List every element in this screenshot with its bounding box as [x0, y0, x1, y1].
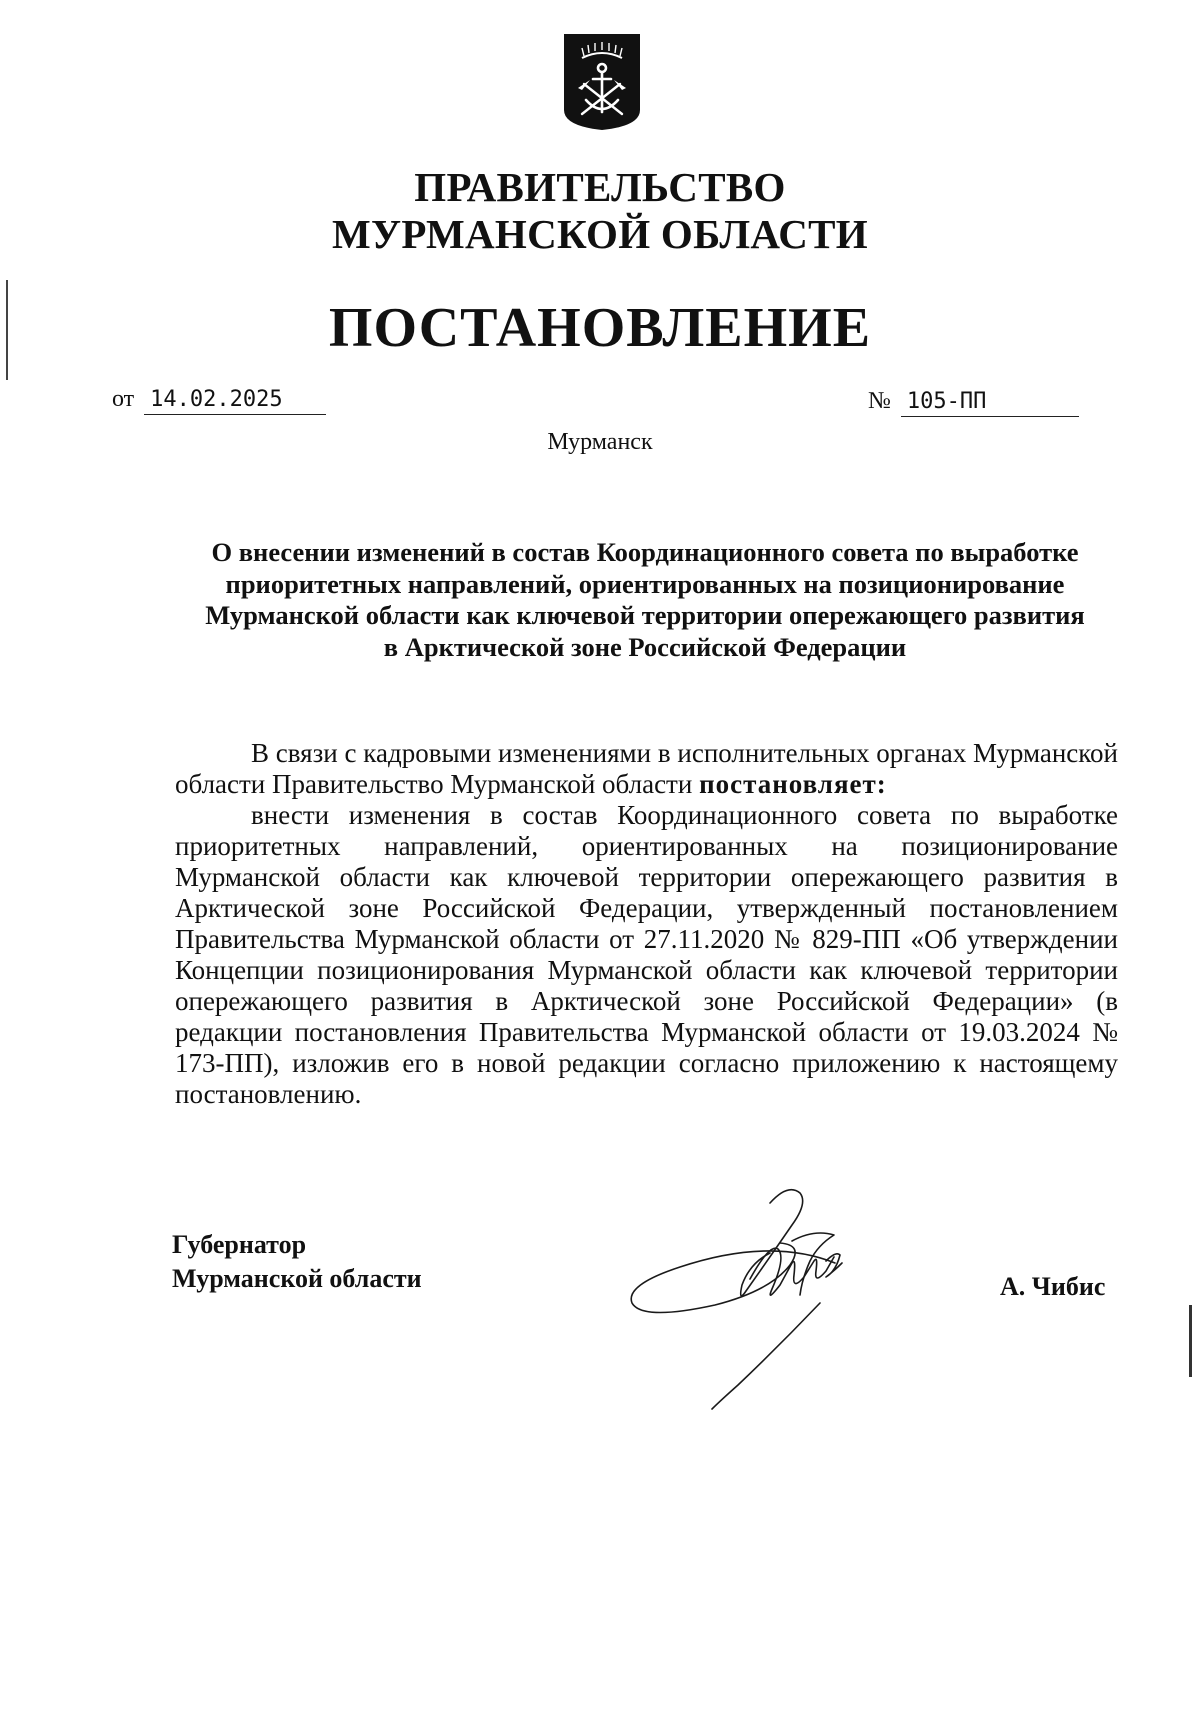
number-label: № — [868, 388, 891, 414]
subject-line: О внесении изменений в состав Координационного совета по выработке — [211, 537, 1079, 567]
body-paragraph: внести изменения в состав Координационного совета по выработке приоритетных направлений, ориентированных на позиционирование Мурманской области как ключевой территории опережающего развития в Арктической зоне Российской Федерации, утвержденный постановлением Правительства Мурманской области от 27.11.2020 № 829-ПП «Об утверждении Концепции позиционирования Мурманской области как ключевой территории опережающего развития в Арктической зоне Российской Федерации» (в редакции постановления Правительства Мурманской области от 19.03.2024 № 173-ПП), изложив его в новой редакции согласно приложению к настоящему постановлению. — [175, 800, 1118, 1109]
document-subject — [170, 537, 1120, 663]
document-type-title: ПОСТАНОВЛЕНИЕ — [328, 297, 872, 359]
murmansk-coat-of-arms-icon — [562, 32, 642, 132]
body-paragraph — [175, 738, 1118, 800]
body-paragraph-text: В связи с кадровыми изменениями в исполнительных органах Мурманской области Правительство Мурманской области — [175, 738, 1118, 799]
document-date-row — [112, 385, 326, 415]
subject-line: Мурманской области как ключевой территории опережающего развития — [205, 600, 1085, 630]
organization-name-line1: ПРАВИТЕЛЬСТВО — [414, 164, 786, 210]
signer-position-line: Мурманской области — [172, 1264, 422, 1293]
city-name: Мурманск — [547, 429, 653, 455]
signer-position — [172, 1228, 422, 1296]
date-label: от — [112, 386, 135, 412]
subject-line: приоритетных направлений, ориентированных на позиционирование — [225, 568, 1065, 599]
signer-position-line: Губернатор — [172, 1230, 307, 1259]
scan-artifact-line — [1189, 1305, 1192, 1377]
decree-word: постановляет: — [699, 769, 887, 799]
organization-name-line2: МУРМАНСКОЙ ОБЛАСТИ — [332, 211, 868, 257]
document-body — [175, 738, 1118, 1110]
subject-line: в Арктической зоне Российской Федерации — [383, 631, 907, 662]
document-number: 105-ПП — [901, 388, 1079, 417]
signer-name: А. Чибис — [1000, 1272, 1106, 1301]
handwritten-signature-icon — [620, 1185, 930, 1440]
document-date: 14.02.2025 — [144, 386, 326, 415]
document-number-row — [868, 387, 1079, 417]
